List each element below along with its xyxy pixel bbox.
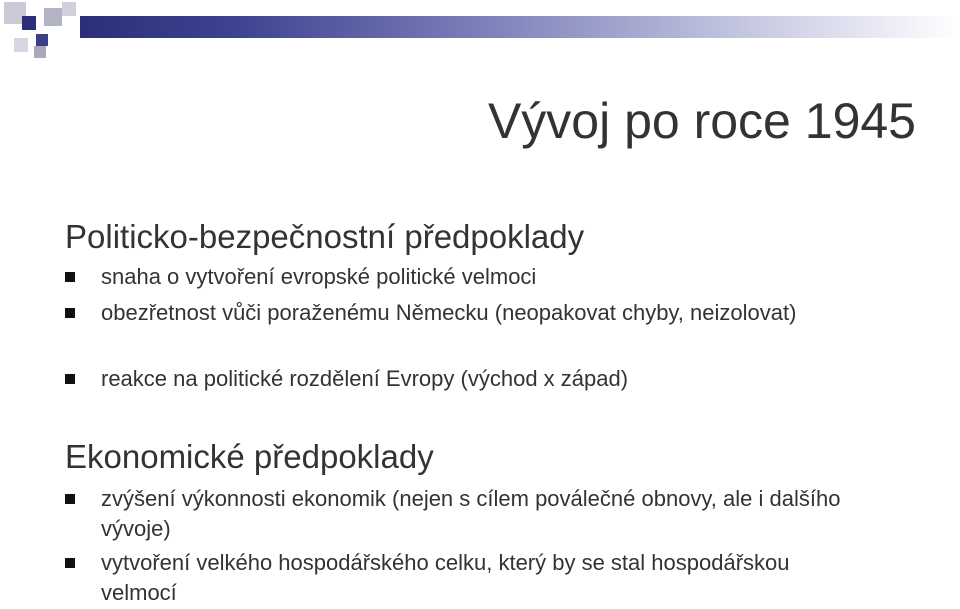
list-item-text: snaha o vytvoření evropské politické velmoci — [101, 264, 537, 289]
section-heading-political: Politicko-bezpečnostní předpoklady — [65, 218, 585, 255]
list-item-text: reakce na politické rozdělení Evropy (východ x západ) — [101, 366, 629, 391]
section-heading-economic: Ekonomické předpoklady — [65, 438, 434, 475]
list-item — [65, 484, 935, 544]
decorative-square-gray — [44, 8, 62, 26]
header-gradient-bar — [80, 16, 960, 38]
list-item-text: vytvoření velkého hospodářského celku, který by se stal hospodářskou velmocí — [101, 550, 790, 605]
list-item-text: zvýšení výkonnosti ekonomik (nejen s cílem poválečné obnovy, ale i dalšího vývoje) — [101, 486, 841, 541]
list-item — [65, 262, 935, 292]
list-item — [65, 298, 935, 328]
slide-title: Vývoj po roce 1945 — [487, 93, 916, 149]
decorative-square-dark — [22, 16, 36, 30]
decorative-square-gray-low — [34, 46, 46, 58]
decorative-square-gray-small — [62, 2, 76, 16]
list-item-text: obezřetnost vůči poraženému Německu (neopakovat chyby, neizolovat) — [101, 300, 797, 325]
decorative-square-light-small — [14, 38, 28, 52]
square-bullet-icon — [65, 272, 75, 282]
square-bullet-icon — [65, 494, 75, 504]
square-bullet-icon — [65, 374, 75, 384]
list-item — [65, 548, 935, 608]
square-bullet-icon — [65, 558, 75, 568]
square-bullet-icon — [65, 308, 75, 318]
list-item — [65, 364, 935, 394]
decorative-square-dark-small — [36, 34, 48, 46]
header-decoration — [0, 0, 960, 62]
